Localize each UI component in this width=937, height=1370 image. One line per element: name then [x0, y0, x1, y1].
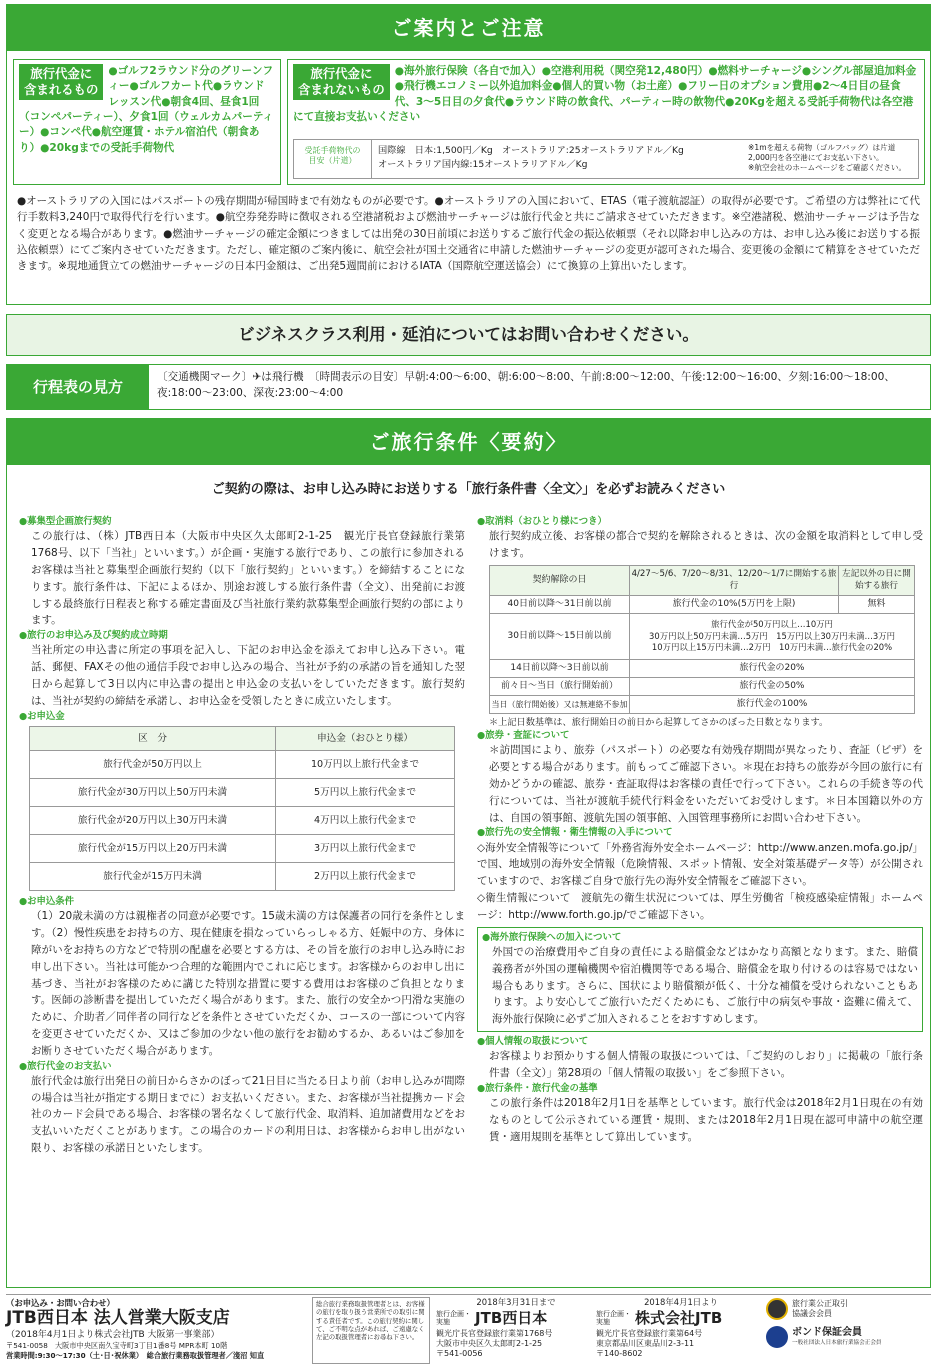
cancel-cell: 30日前以降～15日前以前: [490, 613, 630, 659]
r3-text-2: ◇衛生情報について 渡航先の衛生状況については、厚生労働省「検疫感染症情報」ホームページ：http://www.forth.go.jp/でご確認下さい。: [477, 892, 923, 921]
baggage-fee-table: [293, 139, 919, 179]
cancel-head-peak: 4/27～5/6、7/20～8/31、12/20～1/7に開始する旅行: [630, 565, 839, 595]
s1-text: この旅行は、（株）JTB西日本（大阪市中央区久太郎町2-1-25 観光庁長官登録旅行業第1768号、以下「当社」といいます。）が企画・実施する旅行であり、この旅行に参加されるお客様は当社と募集型企画旅行契約（以下「旅行契約」といいます。）を締結することになります。旅行条件は、下記によるほか、別途お渡しする旅行条件書（全文）、出発前にお渡しする最終旅行日程表と称する確定書面及び当社旅行業約款募集型企画旅行契約の部によります。: [31, 530, 465, 627]
insurance-box: [477, 927, 923, 1032]
r4-text: 外国での治療費用やご自身の責任による賠償金などはかなり高額となります。また、賠償義務者が外国の運輸機関や宿泊機関等である場合、賠償金を取り付けるのは容易ではない場合もあります。さらに、国状により賠償額が低く、十分な補償を受けられないこともあります。より安心してご旅行いただくためにも、ご旅行中の病気や事故・盗難に備えて、海外旅行保険に必ずご加入されることをおすすめします。: [492, 946, 918, 1026]
cancel-tiered-cell: [630, 613, 915, 659]
itinerary-label: 行程表の見方: [7, 365, 149, 409]
notice-section: [6, 4, 931, 305]
association-badges: [766, 1295, 931, 1366]
deposit-cell: 4万円以上旅行代金まで: [276, 807, 455, 835]
deposit-head-category: 区 分: [30, 727, 276, 751]
operator1-label: 旅行企画・ 実施: [436, 1310, 471, 1327]
cancel-tier-line: 10万円以上15万円未満…2万円 10万円未満…旅行代金の20%: [651, 642, 893, 653]
s1-heading: ●募集型企画旅行契約: [19, 516, 112, 527]
r4-heading: ●海外旅行保険への加入について: [482, 931, 622, 943]
r1-text: 旅行契約成立後、お客様の都合で契約を解除されるときは、次の金額を取消料として申し受けます。: [489, 530, 923, 560]
operator2-from: 2018年4月1日より: [644, 1297, 718, 1307]
cancel-cell: 40日前以降～31日前以前: [490, 595, 630, 613]
jata-label: 一般社団法人日本旅行業協会正会員: [792, 1339, 882, 1346]
jata-badge-icon: [766, 1326, 788, 1348]
footer: [6, 1294, 931, 1366]
deposit-table: [29, 726, 455, 891]
footer-hours: 営業時間:9:30～17:30（土･日･祝休業） 総合旅行業務取扱管理者／淺沼 知直: [6, 1350, 265, 1360]
deposit-cell: 5万円以上旅行代金まで: [276, 779, 455, 807]
cancel-tier-line: 30万円以上50万円未満…5万円 15万円以上30万円未満…3万円: [649, 630, 895, 641]
included-label: 旅行代金に 含まれるもの: [19, 64, 103, 100]
operator1-address: 観光庁長官登録旅行業第1768号 大阪市中央区久太郎町2-1-25 〒541-0056: [436, 1328, 553, 1358]
cancel-tier-line: 旅行代金が50万円以上…10万円: [711, 619, 833, 630]
baggage-fee-line2: オーストラリア国内線:15オーストラリアドル／Kg: [378, 158, 588, 170]
deposit-cell: 旅行代金が50万円以上: [30, 751, 276, 779]
operator1-name: JTB西日本: [475, 1309, 548, 1328]
cancel-cell: 無料: [839, 595, 915, 613]
included-text: ●ゴルフ2ラウンド分のグリーンフィー●ゴルフカート代●ラウンドレッスン代●朝食4回、昼食1回（コンペパーティー）、夕食1回（ウェルカムパーティー）●コンペ代●航空運賃・ホテル宿泊代（朝食あり）●20kgまでの受託手荷物代: [19, 65, 274, 154]
operator-jtb-west: [436, 1295, 596, 1366]
conditions-subtitle: ご契約の際は、お申し込み時にお送りする「旅行条件書〈全文〉」を必ずお読みください: [211, 482, 726, 497]
operator2-address: 観光庁長官登録旅行業第64号 東京都品川区東品川2-3-11 〒140-8602: [596, 1328, 703, 1358]
r3-text-1: ◇海外安全情報等について「外務省海外安全ホームページ：http://www.anzen.mofa.go.jp/」で国、地域別の海外安全情報（危険情報、スポット情報、安全対策基礎データ等）が公開されていますので、お客様ご自身で旅行先の海外安全情報をご確認下さい。: [477, 841, 923, 888]
r3-heading: ●旅行先の安全情報・衛生情報の入手について: [477, 827, 673, 839]
r1-heading: ●取消料（おひとり様につき）: [477, 516, 607, 527]
r5-heading: ●個人情報の取扱について: [477, 1035, 589, 1047]
fair-trade-badge-icon: [766, 1298, 788, 1320]
manager-note: 総合旅行業務取扱管理者とは、お客様の旅行を取り扱う営業所での取引に関する責任者です。この旅行契約に関して、ご不明な点があれば、ご遠慮なく左記の取扱管理者にお尋ね下さい。: [312, 1297, 430, 1364]
cancel-cell: 旅行代金の10%(5万円を上限): [630, 595, 839, 613]
baggage-fee-label: 受託手荷物代の 目安（片道）: [294, 140, 372, 178]
operator2-name: 株式会社JTB: [635, 1309, 723, 1328]
business-text: ビジネスクラス利用・延泊についてはお問い合わせください。: [238, 325, 699, 344]
fair-trade-label: 旅行業公正取引 協議会会員: [792, 1299, 848, 1318]
conditions-right-column: [477, 515, 923, 1146]
deposit-cell: 2万円以上旅行代金まで: [276, 863, 455, 891]
cancel-head-other: 左記以外の日に開始する旅行: [839, 565, 915, 595]
s2-heading: ●旅行のお申込み及び契約成立時期: [19, 630, 168, 642]
excluded-label: 旅行代金に 含まれないもの: [293, 64, 390, 100]
s3-heading: ●お申込金: [19, 710, 65, 722]
excluded-box: [287, 59, 925, 185]
footer-company-sub: （2018年4月1日より株式会社JTB 大阪第一事業部）: [6, 1329, 220, 1340]
r6-text: この旅行条件は2018年2月1日を基準としています。旅行代金は2018年2月1日現在の有効なものとして公示されている運賃・規則、または2018年2月1日現在認可申請中の航空運賃・適用規則を基準として算出しています。: [489, 1097, 923, 1143]
excluded-text: ●海外旅行保険（各自で加入）●空港利用税（関空発12,480円）●燃料サーチャージ●シングル部屋追加料金●飛行機エコノミー以外追加料金●個人的買い物（お土産）●フリー日のオプション費用●2～4日目の昼食代、3～5日目の夕食代●ラウンド時の飲食代、パーティー時の飲物代●20Kgを超える受託手荷物代は各空港にて直接お支払いください: [293, 65, 917, 124]
conditions-section: [6, 418, 931, 1288]
r5-text: お客様よりお預かりする個人情報の取扱については、「ご契約のしおり」に掲載の「旅行条件書（全文）」第28項の「個人情報の取扱い」をご参照下さい。: [489, 1050, 923, 1080]
deposit-head-amount: 申込金（おひとり様）: [276, 727, 455, 751]
r2-text: ＊訪問国により、旅券（パスポート）の必要な有効残存期間が異なったり、査証（ビザ）を必要とする場合があります。前もってご確認下さい。＊現在お持ちの旅券が今回の旅行に有効かどうかの確認、旅券・査証取得はお客様の責任で行って下さい。これらの手続き等の代行については、当社が渡航手続代行料金をいただいてお受けします。＊日本国籍以外の方は、自国の領事館、渡航先国の領事館、入国管理事務所にお問い合わせ下さい。: [489, 744, 923, 824]
s2-text: 当社所定の申込書に所定の事項を記入し、下記のお申込金を添えてお申し込み下さい。電話、郵便、FAXその他の通信手段でお申し込みの場合、当社が予約の承諾の旨を通知した翌日から起算して3日以内に申込書の提出と申込金の支払いをしていただきます。旅行契約は、当社が契約の締結を承諾し、お申込金を受領したときに成立いたします。: [31, 644, 465, 707]
notice-title: ご案内とご注意: [7, 5, 930, 51]
s4-text: （1）20歳未満の方は親権者の同意が必要です。15歳未満の方は保護者の同行を条件とします。（2）慢性疾患をお持ちの方、現在健康を損なっていらっしゃる方、妊娠中の方、身体に障がいをお持ちの方などで特別の配慮を必要とする方は、その旨を旅行のお申し込み時にお申し出下さい。当社は可能かつ合理的な範囲内でこれに応じます。お客様からのお申し出に基づき、当社がお客様のために講じた特別な措置に要する費用はお客様のご負担となります。医師の診断書を提出していただく場合があります。また、旅行の安全かつ円滑な実施のために、介助者／同伴者の同行などを条件とさせていただくか、コースの一部について内容を変更させていただくか、又はご参加の少ない他の旅行をお勧めするか、あるいはご参加をお断りさせていただく場合があります。: [31, 910, 465, 1057]
deposit-cell: 旅行代金が30万円以上50万円未満: [30, 779, 276, 807]
footer-company: JTB西日本 法人営業大阪支店: [6, 1308, 230, 1329]
conditions-left-column: [19, 515, 465, 1157]
r2-heading: ●旅券・査証について: [477, 730, 570, 741]
baggage-fee-note: ※1mを超える荷物（ゴルフバッグ）は片道2,000円を各空港にてお支払い下さい。 ※航空会社のホームページをご確認ください。: [748, 143, 907, 172]
footer-contact-label: （お申込み・お問い合わせ）: [6, 1298, 115, 1308]
operator-jtb: [596, 1295, 766, 1366]
cancel-cell: 旅行代金の50%: [630, 677, 915, 695]
cancel-cell: 当日（旅行開始後）又は無連絡不参加: [490, 695, 630, 713]
deposit-cell: 旅行代金が15万円以上20万円未満: [30, 835, 276, 863]
notice-body: ●オーストラリアの入国にはパスポートの残存期間が帰国時まで有効なものが必要です。●オーストラリアの入国において、ETAS（電子渡航認証）の取得が必要です。ご希望の方は弊社にて代行手数料3,240円で取得代行を行います。●航空券発券時に徴収される空港諸税および燃油サーチャージは旅行代金と共にご請求させていただきます。※空港諸税、燃油サーチャージは予告なく変更となる場合があります。●燃油サーチャージの確定金額につきましては出発の30日前頃にお送りするご旅行代金の振込依頼票（それ以降お申し込みの方は、お申し込み後にお送りする振込依頼票）にてご案内させていただきます。ただし、確定額のご案内後に、航空会社が国土交通省に申請した燃油サーチャージの変更が認可された場合、変更後の金額にて精算をさせていただきます。※現地通貨立ての燃油サーチャージの日本円金額は、ご出発5週間前におけるIATA（国際航空運送協会）にて換算の上算出いたします。: [17, 195, 920, 273]
s5-text: 旅行代金は旅行出発日の前日からさかのぼって21日目に当たる日より前（お申し込みが間際の場合は当社が指定する期日までに）お支払いください。また、お客様が当社提携カード会社のカード会員である場合、お客様の署名なくして旅行代金、取消料、追加諸費用などをお支払いいただくことがあります。この場合のカードの利用日は、お客様からお申し出がない限り、お客様の承諾日といたします。: [31, 1074, 465, 1155]
cancel-head-date: 契約解除の日: [490, 565, 630, 595]
footer-contact: [6, 1295, 306, 1366]
deposit-cell: 3万円以上旅行代金まで: [276, 835, 455, 863]
cancel-cell: 旅行代金の100%: [630, 695, 915, 713]
itinerary-section: [6, 364, 931, 410]
cancel-note: ＊上記日数基準は、旅行開始日の前日から起算してさかのぼった日数となります。: [489, 716, 829, 728]
footer-address: 〒541-0058 大阪市中央区南久宝寺町3丁目1番8号 MPR本町 10階: [6, 1341, 228, 1351]
conditions-title: ご旅行条件〈要約〉: [7, 419, 930, 465]
s4-heading: ●お申込条件: [19, 896, 75, 907]
deposit-cell: 旅行代金が15万円未満: [30, 863, 276, 891]
baggage-fee-line1: 国際線 日本:1,500円／Kg オーストラリア:25オーストラリアドル／Kg: [378, 145, 684, 156]
cancel-cell: 旅行代金の20%: [630, 659, 915, 677]
cancel-cell: 前々日～当日（旅行開始前）: [490, 677, 630, 695]
included-box: [13, 59, 281, 185]
operator1-until: 2018年3月31日まで: [476, 1297, 556, 1307]
deposit-cell: 旅行代金が20万円以上30万円未満: [30, 807, 276, 835]
operator2-label: 旅行企画・ 実施: [596, 1310, 631, 1327]
r6-heading: ●旅行条件・旅行代金の基準: [477, 1082, 598, 1094]
s5-heading: ●旅行代金のお支払い: [19, 1060, 112, 1072]
cancel-cell: 14日前以降～3日前以前: [490, 659, 630, 677]
itinerary-text: 〔交通機関マーク〕✈は飛行機 〔時間表示の目安〕早朝:4:00～6:00、朝:6:00～8:00、午前:8:00～12:00、午後:12:00～16:00、夕刻:16:00～18:00、夜:18:00～23:00、深夜:23:00～4:00: [157, 371, 895, 400]
cancel-table: [489, 565, 915, 714]
bond-label: ボンド保証会員: [792, 1327, 862, 1339]
business-banner: [6, 314, 931, 356]
deposit-cell: 10万円以上旅行代金まで: [276, 751, 455, 779]
